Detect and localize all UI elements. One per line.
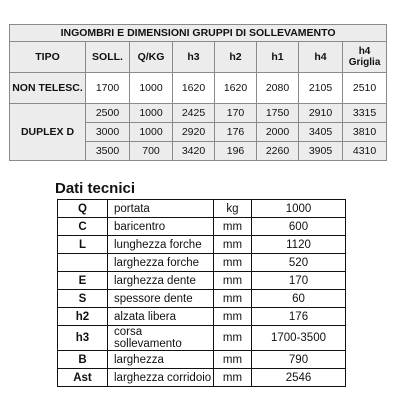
table-row — [58, 254, 346, 272]
type-label-duplex: DUPLEX D — [10, 104, 86, 161]
table-cell: 2910 — [299, 104, 343, 123]
spec-value: 1120 — [252, 236, 346, 254]
spec-description: alzata libera — [108, 308, 214, 326]
table-cell: 3905 — [299, 142, 343, 161]
spec-symbol: B — [58, 351, 108, 369]
table-cell: 3405 — [299, 123, 343, 142]
table-cell: 4310 — [343, 142, 387, 161]
spec-value: 1000 — [252, 200, 346, 218]
table-cell: 1750 — [257, 104, 299, 123]
table-cell: 2260 — [257, 142, 299, 161]
table-cell: 2000 — [257, 123, 299, 142]
table-cell: 3315 — [343, 104, 387, 123]
header-h3: h3 — [173, 42, 215, 73]
spec-symbol: Q — [58, 200, 108, 218]
table-cell: 196 — [215, 142, 257, 161]
table-row — [58, 369, 346, 387]
table-cell: 2920 — [173, 123, 215, 142]
table-row — [58, 272, 346, 290]
tech-data-title: Dati tecnici — [55, 180, 136, 197]
table-cell: 1000 — [130, 123, 173, 142]
tech-data-table — [57, 199, 346, 387]
table-cell: 176 — [215, 123, 257, 142]
spec-symbol: E — [58, 272, 108, 290]
table-cell: 1620 — [173, 73, 215, 104]
spec-value: 60 — [252, 290, 346, 308]
spec-value: 790 — [252, 351, 346, 369]
table-row — [58, 236, 346, 254]
lifting-dimensions-table — [9, 24, 387, 161]
spec-symbol: L — [58, 236, 108, 254]
spec-symbol — [58, 254, 108, 272]
spec-unit: mm — [214, 326, 252, 351]
spec-unit: mm — [214, 369, 252, 387]
spec-description: baricentro — [108, 218, 214, 236]
table-row — [58, 200, 346, 218]
spec-symbol: h2 — [58, 308, 108, 326]
spec-symbol: S — [58, 290, 108, 308]
table-cell: 3420 — [173, 142, 215, 161]
header-soll: SOLL. — [86, 42, 130, 73]
spec-unit: kg — [214, 200, 252, 218]
table-cell: 2500 — [86, 104, 130, 123]
spec-unit: mm — [214, 290, 252, 308]
table-cell: 3500 — [86, 142, 130, 161]
table-cell: 2080 — [257, 73, 299, 104]
table-cell: 3810 — [343, 123, 387, 142]
table-row — [10, 73, 387, 104]
type-label-non-telesc: NON TELESC. — [10, 73, 86, 104]
spec-value: 520 — [252, 254, 346, 272]
header-tipo: TIPO — [10, 42, 86, 73]
table-cell: 700 — [130, 142, 173, 161]
spec-value: 600 — [252, 218, 346, 236]
table-row — [58, 308, 346, 326]
spec-value: 1700-3500 — [252, 326, 346, 351]
table-row — [58, 326, 346, 351]
spec-unit: mm — [214, 218, 252, 236]
header-qkg: Q/KG — [130, 42, 173, 73]
header-h2: h2 — [215, 42, 257, 73]
spec-description: lunghezza forche — [108, 236, 214, 254]
table-row — [58, 290, 346, 308]
table-cell: 2105 — [299, 73, 343, 104]
spec-unit: mm — [214, 236, 252, 254]
spec-symbol: Ast — [58, 369, 108, 387]
spec-description: spessore dente — [108, 290, 214, 308]
spec-description: larghezza dente — [108, 272, 214, 290]
table-cell: 3000 — [86, 123, 130, 142]
table-cell: 2510 — [343, 73, 387, 104]
table-row — [10, 104, 387, 123]
dimensions-table-title: INGOMBRI E DIMENSIONI GRUPPI DI SOLLEVAMENTO — [10, 25, 387, 42]
spec-unit: mm — [214, 351, 252, 369]
spec-description: portata — [108, 200, 214, 218]
spec-unit: mm — [214, 254, 252, 272]
spec-value: 2546 — [252, 369, 346, 387]
tech-data-body — [58, 200, 346, 387]
header-h4-griglia: h4 Griglia — [343, 42, 387, 73]
spec-description: larghezza corridoio — [108, 369, 214, 387]
spec-symbol: h3 — [58, 326, 108, 351]
spec-unit: mm — [214, 308, 252, 326]
spec-description: larghezza forche — [108, 254, 214, 272]
spec-description: corsa sollevamento — [108, 326, 214, 351]
table-cell: 1620 — [215, 73, 257, 104]
table-row — [58, 218, 346, 236]
header-h4: h4 — [299, 42, 343, 73]
table-cell: 1700 — [86, 73, 130, 104]
table-cell: 1000 — [130, 73, 173, 104]
table-cell: 170 — [215, 104, 257, 123]
spec-value: 170 — [252, 272, 346, 290]
table-cell: 1000 — [130, 104, 173, 123]
spec-unit: mm — [214, 272, 252, 290]
header-h1: h1 — [257, 42, 299, 73]
spec-description: larghezza — [108, 351, 214, 369]
spec-symbol: C — [58, 218, 108, 236]
spec-value: 176 — [252, 308, 346, 326]
table-row — [58, 351, 346, 369]
table-cell: 2425 — [173, 104, 215, 123]
